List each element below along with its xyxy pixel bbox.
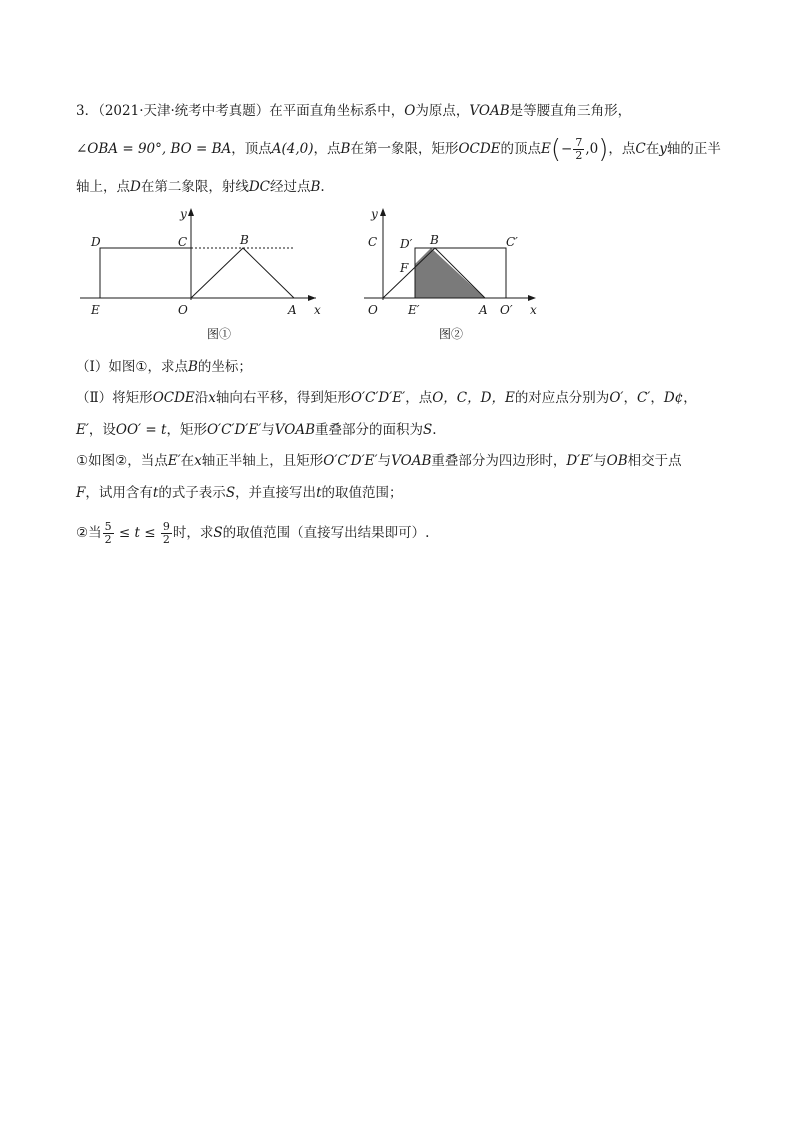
figure-ref: ①: [135, 359, 148, 375]
problem-text: 在第二象限，射线: [140, 179, 249, 195]
part-2-label: （Ⅱ）将矩形: [76, 390, 153, 406]
math-var: E′: [167, 453, 181, 469]
sub-1-text: 的取值范围；: [321, 485, 403, 501]
label-A: A: [288, 303, 297, 317]
part-2-text: ，点: [405, 390, 433, 406]
math-var: O′C′D′E′: [206, 422, 262, 438]
fraction: [573, 137, 584, 162]
figure-1: [76, 200, 336, 350]
problem-line-3: [76, 177, 325, 197]
paren-close: ): [598, 134, 609, 165]
part-2-text: ，: [650, 390, 664, 406]
math-inequality: ≤ t ≤: [114, 525, 160, 541]
label-O: O: [178, 303, 188, 317]
part-1-label: （Ⅰ）如图: [76, 359, 136, 375]
problem-text: ，点: [313, 141, 341, 157]
math-var: F: [76, 485, 86, 501]
fraction: [161, 521, 172, 546]
problem-text: ，点: [608, 141, 636, 157]
problem-number: 3．: [76, 103, 99, 119]
sub-1-text: 相交于点: [627, 453, 682, 469]
part-1-text: ，求点: [147, 359, 188, 375]
math-var: S: [225, 485, 236, 501]
label-x: x: [530, 303, 537, 317]
problem-line-2: [76, 134, 721, 165]
label-C: C: [368, 235, 378, 249]
triangle-oab: [191, 248, 294, 298]
sub-1-text: ，试用含有: [85, 485, 153, 501]
label-y: y: [371, 207, 378, 221]
problem-text: 的顶点: [500, 141, 542, 157]
problem-text: 轴的正半: [666, 141, 721, 157]
part-2-text: ，矩形: [166, 422, 207, 438]
label-O-prime: O′: [500, 303, 513, 317]
part-2-line-1: [76, 388, 697, 408]
math-var: O′C′D′E′: [350, 390, 406, 406]
math-var: C: [635, 141, 646, 157]
math-var: B: [187, 359, 198, 375]
label-E-prime: E′: [408, 303, 420, 317]
math-var: t: [152, 485, 159, 501]
fraction-denominator: 2: [162, 533, 170, 546]
math-var: t: [316, 485, 322, 501]
overlap-region: [415, 248, 485, 298]
problem-line-1: [76, 101, 631, 121]
math-var: VOAB: [274, 422, 316, 438]
math-var: E′: [76, 422, 89, 438]
math-point: A(4,0): [271, 141, 314, 157]
math-sign: −: [561, 141, 573, 157]
problem-text: 经过点: [269, 179, 311, 195]
sub-1-label: ①如图②，当点: [76, 453, 168, 469]
fraction-numerator: 5: [104, 520, 112, 533]
math-var: OCDE: [458, 141, 501, 157]
sub-2-label: ②当: [76, 525, 102, 541]
sub-1-text: ，并直接写出: [235, 485, 317, 501]
math-var: D: [130, 179, 141, 195]
label-O: O: [368, 303, 378, 317]
part-2-text: 的对应点分别为: [514, 390, 610, 406]
part-2-text: 沿: [194, 390, 209, 406]
math-var: S: [423, 422, 433, 438]
part-2-text: .: [432, 422, 437, 438]
math-var: D¢: [663, 390, 684, 406]
sub-2-text: 的取值范围（直接写出结果即可）.: [222, 525, 430, 541]
y-axis-arrow: [380, 208, 386, 216]
label-y: y: [180, 207, 187, 221]
sub-2-text: 时，求: [172, 525, 214, 541]
problem-text: 在第一象限，矩形: [350, 141, 459, 157]
math-condition: ∠OBA = 90°, BO = BA: [76, 141, 232, 157]
fraction-denominator: 2: [104, 533, 112, 546]
part-2-line-2: [76, 420, 437, 440]
sub-1-text: 与: [377, 453, 392, 469]
part-2-text: ，设: [88, 422, 116, 438]
part-2-text: ，: [683, 390, 697, 406]
label-C: C: [178, 235, 188, 249]
math-var: O: [404, 103, 416, 119]
fraction-numerator: 9: [162, 520, 170, 533]
x-axis-arrow: [308, 295, 316, 301]
math-var: C′: [636, 390, 651, 406]
problem-text: 在平面直角坐标系中，: [269, 103, 405, 119]
sub-1-text: 重叠部分为四边形时，: [431, 453, 567, 469]
problem-source: （2021·天津·统考中考真题）: [98, 103, 270, 119]
fraction-numerator: 7: [575, 136, 583, 149]
math-var: S: [213, 525, 223, 541]
label-A: A: [479, 303, 488, 317]
figure-1-caption: 图①: [207, 327, 232, 341]
math-var: OB: [606, 453, 628, 469]
figure-2-caption: 图②: [439, 327, 464, 341]
part-2-text: 重叠部分的面积为: [315, 422, 424, 438]
sub-2: [76, 521, 429, 546]
label-B: B: [240, 233, 249, 247]
math-var: O′C′D′E′: [323, 453, 378, 469]
math-var: D′E′: [566, 453, 594, 469]
label-E: E: [91, 303, 100, 317]
part-1-text: 的坐标；: [197, 359, 252, 375]
label-x: x: [314, 303, 321, 317]
math-var: O′: [609, 390, 624, 406]
sub-1-text: 的式子表示: [158, 485, 226, 501]
paren-open: (: [550, 134, 562, 165]
math-var: O，C，D，E: [432, 390, 515, 406]
math-var: VOAB: [391, 453, 432, 469]
label-B: B: [430, 233, 439, 247]
y-axis-arrow: [188, 208, 194, 216]
math-var: OO′ = t: [115, 422, 167, 438]
math-var: x: [194, 453, 202, 469]
x-axis-arrow: [528, 295, 536, 301]
sub-1-text: 在: [180, 453, 195, 469]
sub-1-line-1: [76, 451, 682, 471]
problem-text: ，顶点: [231, 141, 272, 157]
problem-text: 是等腰直角三角形，: [509, 103, 632, 119]
part-2-text: 轴向右平移，得到矩形: [215, 390, 351, 406]
math-var: B: [340, 141, 351, 157]
math-var: x: [208, 390, 216, 406]
sub-1-text: 轴正半轴上，且矩形: [201, 453, 324, 469]
math-var: OCDE: [152, 390, 195, 406]
sub-1-line-2: [76, 483, 403, 503]
label-C-prime: C′: [506, 235, 518, 249]
problem-text: 轴上，点: [76, 179, 130, 195]
math-var: DC: [248, 179, 270, 195]
problem-text: 在: [645, 141, 660, 157]
figure-2: [356, 200, 546, 350]
part-2-text: ，: [623, 390, 637, 406]
math-var: E: [541, 141, 551, 157]
label-D-prime: D′: [400, 237, 413, 251]
part-2-text: 与: [261, 422, 275, 438]
fraction-denominator: 2: [575, 149, 583, 162]
fraction: [103, 521, 114, 546]
math-var: y: [659, 141, 667, 157]
problem-text: .: [320, 179, 325, 195]
math-text: ,0: [585, 141, 599, 157]
label-F: F: [400, 261, 409, 275]
rectangle-ocde: [100, 248, 191, 298]
math-var: VOAB: [469, 103, 510, 119]
part-1: [76, 357, 252, 377]
label-D: D: [91, 235, 101, 249]
sub-1-text: 与: [593, 453, 607, 469]
math-var: B: [310, 179, 321, 195]
problem-text: 为原点，: [415, 103, 470, 119]
